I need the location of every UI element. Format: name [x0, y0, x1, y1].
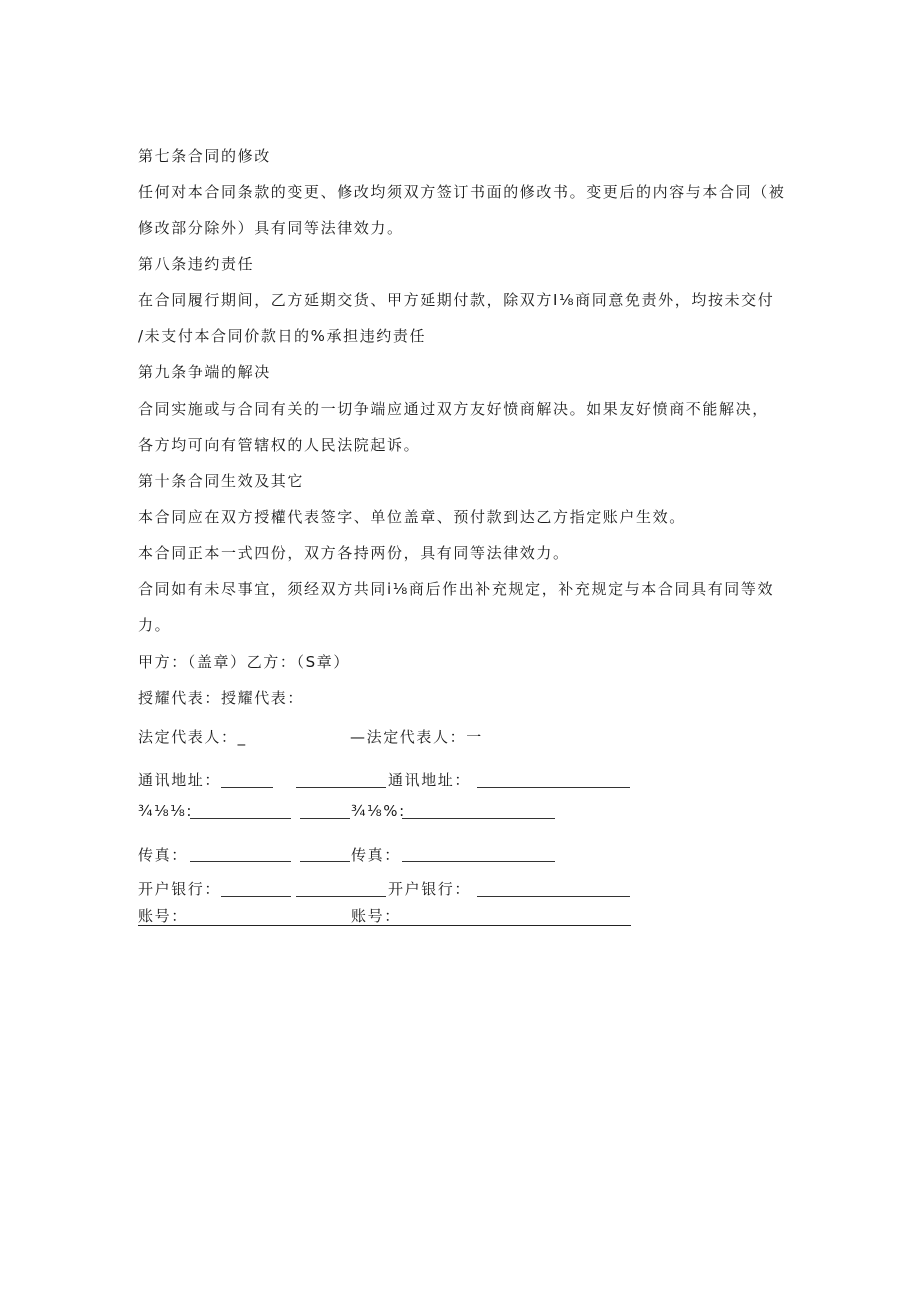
address-right-blank — [477, 787, 630, 788]
article-9-title: 第九条争端的解决 — [138, 363, 271, 381]
article-10-text-2: 本合同正本一式四份，双方各持两份，具有同等法律效力。 — [138, 544, 570, 562]
legal-rep-left: 法定代表人：_ — [138, 728, 247, 746]
article-9-text-line-1: 合同实施或与合同有关的一切争端应通过双方友好愤商解决。如果友好愤商不能解决， — [138, 400, 769, 418]
fax-right-blank — [402, 861, 555, 862]
phone-left-blank — [190, 818, 291, 819]
fax-left-blank — [190, 861, 291, 862]
article-10-text-3-line-1: 合同如有未尽事宜，须经双方共同i⅛商后作出补充规定，补充规定与本合同具有同等效 — [138, 580, 775, 598]
fax-right-blank-pre — [300, 861, 350, 862]
account-left-label: 账号： — [138, 907, 188, 925]
authorized-rep-line: 授耀代表：授耀代表： — [138, 689, 305, 707]
article-10-title: 第十条合同生效及其它 — [138, 472, 305, 490]
article-7-text-line-2: 修改部分除外）具有同等法律效力。 — [138, 219, 404, 237]
account-right-label: 账号： — [351, 907, 401, 925]
bank-right-blank-pre — [296, 896, 386, 897]
article-10-text-3-line-2: 力。 — [138, 616, 172, 634]
article-8-text-line-1: 在合同履行期间，乙方延期交货、甲方延期付款，除双方I⅛商同意免责外，均按未交付 — [138, 291, 775, 309]
article-8-title: 第八条违约责任 — [138, 255, 255, 273]
bank-left-blank — [221, 896, 291, 897]
phone-right-blank — [402, 818, 555, 819]
phone-right-blank-pre — [300, 818, 350, 819]
legal-rep-right: —法定代表人：一 — [350, 728, 483, 746]
article-7-title: 第七条合同的修改 — [138, 147, 271, 165]
phone-left-label: ¾⅛⅛: — [138, 802, 194, 820]
address-left-blank — [221, 787, 273, 788]
article-8-text-line-2: /未支付本合同价款日的%承担违约责任 — [138, 327, 427, 345]
article-10-text-1: 本合同应在双方授權代表签字、单位盖章、预付款到达乙方指定账户生效。 — [138, 508, 686, 526]
bank-right-blank — [477, 896, 630, 897]
address-right-label: 通讯地址： — [388, 771, 472, 789]
parties-line: 甲方：（盖章）乙方：（S章） — [138, 653, 350, 671]
account-underline — [138, 925, 631, 926]
fax-left-label: 传真： — [138, 846, 188, 864]
article-9-text-line-2: 各方均可向有管辖权的人民法院起诉。 — [138, 436, 421, 454]
phone-right-label: ¾⅛%: — [351, 802, 406, 820]
bank-right-label: 开户银行： — [388, 880, 472, 898]
article-7-text-line-1: 任何对本合同条款的变更、修改均须双方签订书面的修改书。变更后的内容与本合同（被 — [138, 183, 786, 201]
bank-left-label: 开户银行： — [138, 880, 222, 898]
address-right-blank-pre — [296, 787, 386, 788]
fax-right-label: 传真： — [351, 846, 401, 864]
address-left-label: 通讯地址： — [138, 771, 222, 789]
